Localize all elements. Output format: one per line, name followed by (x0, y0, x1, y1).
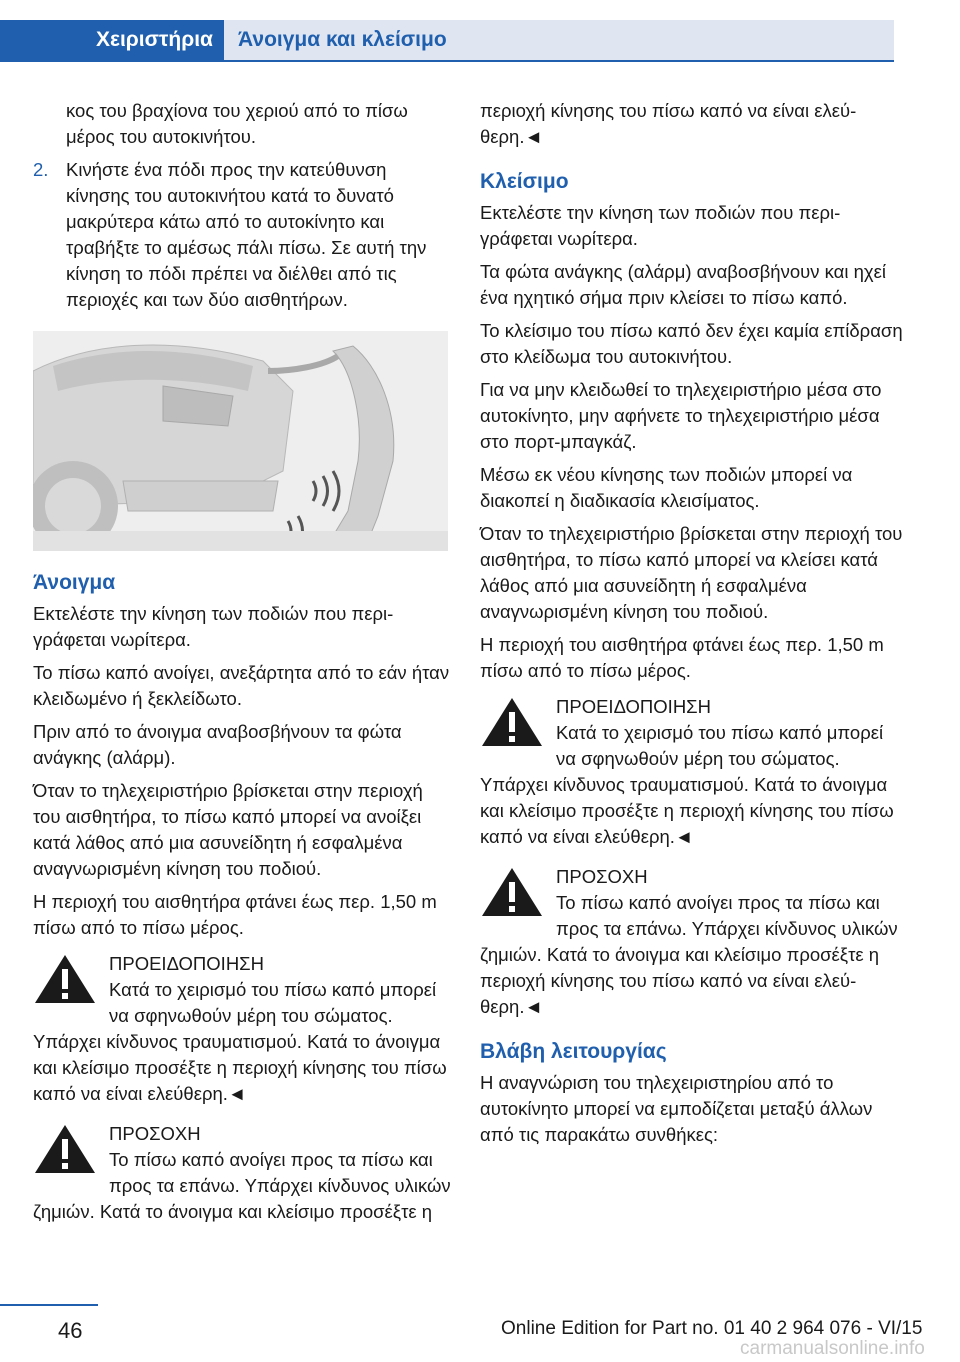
right-column (480, 98, 904, 1155)
step-number: 2. (33, 159, 49, 180)
paragraph: Για να μην κλειδωθεί το τηλεχειριστήριο μέσα στο αυτοκίνητο, μην αφήνετε το τηλεχειριστήριο μέσα στο πορτ-μπαγκάζ. (480, 379, 882, 452)
page-header (0, 0, 894, 60)
paragraph: Όταν το τηλεχειριστήριο βρίσκεται στην περιοχή του αισθητήρα, το πίσω καπό μπορεί να ανοίξει κατά λάθος από μια ασυνείδητη ή εσφαλμένα αναγνωρισμένη κίνηση του ποδιού. (33, 780, 423, 879)
header-divider (0, 60, 894, 62)
paragraph: Η αναγνώριση του τηλεχειριστηρίου από το αυτοκίνητο μπορεί να εμποδίζεται μεταξύ άλλων από τις παρακάτω συνθήκες: (480, 1072, 873, 1145)
paragraph: Τα φώτα ανάγκης (αλάρμ) αναβοσβήνουν και ηχεί ένα ηχητικό σήμα πριν κλείσει το πίσω καπό. (480, 261, 886, 308)
paragraph: Όταν το τηλεχειριστήριο βρίσκεται στην περιοχή του αισθητήρα, το πίσω καπό μπορεί να κλείσει κατά λάθος από μια ασυνείδητη ή εσφαλμένα αναγνωρισμένη κίνηση του ποδιού. (480, 523, 903, 622)
caution-triangle-icon (33, 1123, 97, 1175)
paragraph: Μέσω εκ νέου κίνησης των ποδιών μπορεί να διακοπεί η διαδικασία κλεισίματος. (480, 464, 853, 511)
paragraph: Η περιοχή του αισθητήρα φτάνει έως περ. 1,50 m πίσω από το πίσω μέρος. (33, 891, 437, 938)
header-section-tab[interactable]: Χειριστήρια (0, 20, 224, 60)
caution-triangle-icon (480, 866, 544, 918)
header-chapter-tab[interactable]: Άνοιγμα και κλείσιμο (224, 20, 894, 60)
section-heading-malfunction: Βλάβη λειτουργίας (480, 1040, 667, 1063)
step-text: Κινήστε ένα πόδι προς την κατεύθυνση κίνησης του αυτοκινήτου κατά το δυνατό μακρύτερα κάτω από το αυτοκίνητο και τραβήξτε το αμέσως πάλι πίσω. Σε αυτή την κίνηση το πόδι πρέπει να διέλθει από τις περιοχές και των δύο αισθητήρων. (66, 159, 427, 310)
warning-title: ΠΡΟΕΙΔΟΠΟΙΗΣΗ (556, 696, 711, 717)
paragraph: Το κλείσιμο του πίσω καπό δεν έχει καμία επίδραση στο κλείδωμα του αυτοκινήτου. (480, 320, 903, 367)
warning-text: Κατά το χειρισμό του πίσω καπό μπορεί να σφηνωθούν μέρη του σώματος. Υπάρχει κίνδυνος τραυματισμού. Κατά το άνοιγμα και κλείσιμο προσέξτε η περιοχή κίνησης του πίσω καπό να είναι ελεύθερη.◄ (33, 979, 447, 1104)
caution-text: Το πίσω καπό ανοίγει προς τα πίσω και προς τα επάνω. Υπάρχει κίνδυνος υλικών ζημιών. Κατά το άνοιγμα και κλείσιμο προσέξτε η (33, 1149, 451, 1222)
page-number: 46 (58, 1318, 83, 1343)
left-column (33, 98, 453, 1239)
continued-caution-text: περιοχή κίνησης του πίσω καπό να είναι ελεύθερη.◄ (480, 100, 857, 147)
warning-box (33, 951, 453, 1107)
kick-sensor-illustration (33, 331, 448, 551)
paragraph: Εκτελέστε την κίνηση των ποδιών που περιγράφεται νωρίτερα. (33, 603, 394, 650)
footer-divider (0, 1304, 98, 1306)
watermark: carmanualsonline.info (740, 1338, 925, 1359)
paragraph: Πριν από το άνοιγμα αναβοσβήνουν τα φώτα ανάγκης (αλάρμ). (33, 721, 402, 768)
warning-triangle-icon (33, 953, 97, 1005)
paragraph: Η περιοχή του αισθητήρα φτάνει έως περ. 1,50 m πίσω από το πίσω μέρος. (480, 634, 884, 681)
warning-title: ΠΡΟΕΙΔΟΠΟΙΗΣΗ (109, 953, 264, 974)
warning-box (480, 694, 904, 850)
edition-text: Online Edition for Part no. 01 40 2 964 076 - VI/15 (501, 1318, 923, 1339)
paragraph: Το πίσω καπό ανοίγει, ανεξάρτητα από το εάν ήταν κλειδωμένο ή ξεκλείδωτο. (33, 662, 450, 709)
caution-box (480, 864, 904, 1020)
caution-title: ΠΡΟΣΟΧΗ (556, 866, 648, 887)
continued-step-text: κος του βραχίονα του χεριού από το πίσω μέρος του αυτοκινήτου. (66, 100, 408, 147)
paragraph: Εκτελέστε την κίνηση των ποδιών που περιγράφεται νωρίτερα. (480, 202, 841, 249)
warning-text: Κατά το χειρισμό του πίσω καπό μπορεί να σφηνωθούν μέρη του σώματος. Υπάρχει κίνδυνος τραυματισμού. Κατά το άνοιγμα και κλείσιμο προσέξτε η περιοχή κίνησης του πίσω καπό να είναι ελεύθερη.◄ (480, 722, 894, 847)
caution-title: ΠΡΟΣΟΧΗ (109, 1123, 201, 1144)
section-heading-close: Κλείσιμο (480, 170, 569, 193)
section-heading-open: Άνοιγμα (33, 571, 116, 594)
warning-triangle-icon (480, 696, 544, 748)
car-rear-foot-icon (33, 331, 448, 551)
caution-box (33, 1121, 453, 1225)
caution-text: Το πίσω καπό ανοίγει προς τα πίσω και προς τα επάνω. Υπάρχει κίνδυνος υλικών ζημιών. Κατά το άνοιγμα και κλείσιμο προσέξτε η περιοχή κίνησης του πίσω καπό να είναι ελεύθερη.◄ (480, 892, 898, 1017)
step-item-2 (33, 157, 453, 313)
